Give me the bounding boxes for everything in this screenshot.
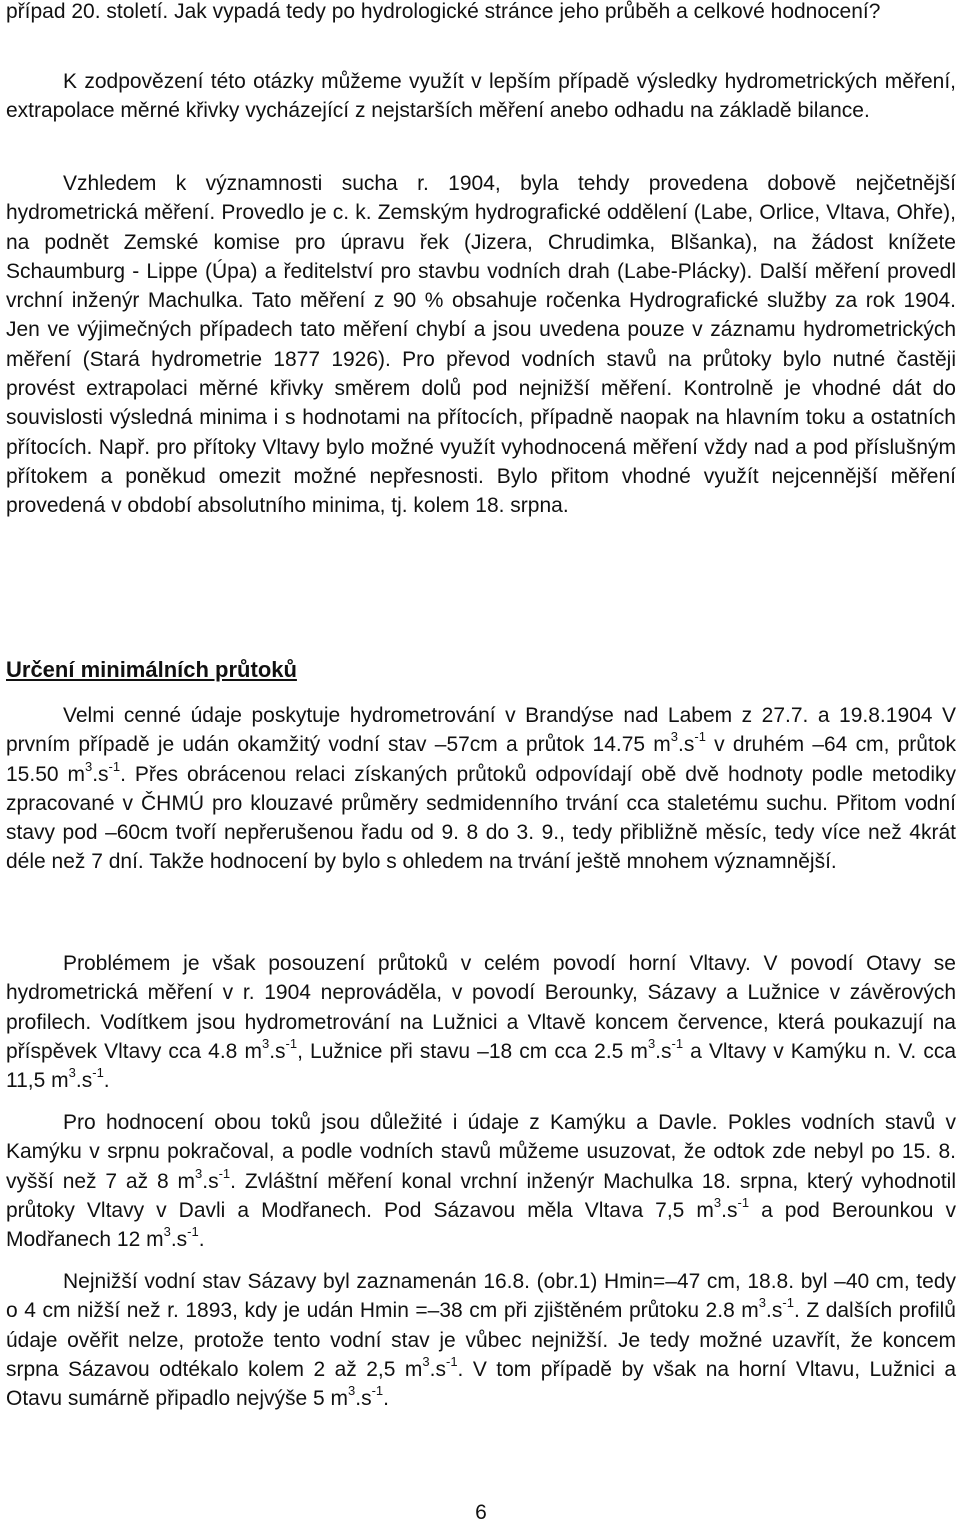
text-run: .s	[202, 1169, 219, 1193]
superscript: 3	[713, 1194, 722, 1210]
paragraph-measurements: Vzhledem k významnosti sucha r. 1904, byla tehdy provedena dobově nejčetnější hydrometrická měření. Provedlo je c. k. Zemským hydrografické oddělení (Labe, Orlice, Vltava, Ohře), na podnět Zemské komise pro úpravu řek (Jizera, Chrudimka, Blšanka), na žádost knížete Schaumburg - Lippe (Úpa) a ředitelství pro stavbu vodních drah (Labe-Plácky). Další měření provedl vrchní inženýr Machulka. Tato měření z 90 % obsahuje ročenka Hydrografické služby za rok 1904. Jen ve výjimečných případech tato měření chybí a jsou uvedena pouze v záznamu hydrometrických měření (Stará hydrometrie 1877 1926). Pro převod vodních stavů na průtoky bylo nutné častěji provést extrapolaci měrné křivky směrem dolů pod nejnižší měření. Kontrolně je vhodné dát do souvislosti výsledná minima i s hodnotami na přítocích, případně naopak na hlavním toku a ostatních přítocích. Např. pro přítoky Vltavy bylo možné využít vyhodnocená měření vždy nad a pod příslušným přítokem a poněkud omezit možné nepřesnosti. Bylo přitom vhodné využít nejcennější měření provedená v období absolutního minima, tj. kolem 18. srpna.	[6, 172, 956, 518]
paragraph-brandys	[6, 701, 956, 877]
section-heading: Určení minimálních průtoků	[6, 657, 297, 682]
text-run: a pod Berounkou v Modřanech 12 m	[6, 1198, 956, 1252]
superscript: -1	[782, 1295, 794, 1311]
text-run: . V tom případě by však na horní Vltavu, Lužnici a Otavu sumárně připadlo nejvýše 5 m	[6, 1357, 956, 1411]
superscript: -1	[218, 1165, 231, 1181]
superscript: -1	[694, 729, 706, 745]
text-run: .s	[766, 1299, 783, 1323]
text-run: , Lužnice při stavu –18 cm cca 2.5 m	[297, 1039, 648, 1063]
text-run: a Vltavy v Kamýku n. V. cca 11,5 m	[6, 1039, 957, 1093]
text-run: .	[103, 1069, 110, 1093]
text-run: .s	[429, 1357, 446, 1381]
superscript: 3	[348, 1383, 356, 1399]
paragraph-kamyk-davle	[6, 1108, 956, 1254]
text-run: .	[383, 1387, 389, 1411]
superscript: 3	[163, 1224, 171, 1240]
superscript: 3	[422, 1353, 430, 1369]
superscript: 3	[261, 1035, 270, 1051]
superscript: 3	[758, 1295, 767, 1311]
superscript: -1	[671, 1035, 684, 1051]
text-run: .	[198, 1228, 205, 1252]
text-run: .s	[355, 1387, 372, 1411]
paragraph-question: K zodpovězení této otázky můžeme využít v lepším případě výsledky hydrometrických měření, extrapolace měrné křivky vycházející z nejstarších měření anebo odhadu na základě bilance.	[6, 70, 956, 123]
text-run: Pro hodnocení obou toků jsou důležité i údaje z Kamýku a Davle. Pokles vodních stavů v Kamýku v srpnu pokračoval, a podle vodních stavů můžeme usuzovat, že odtok zde nebyl po 15. 8. vyšší než 7 až 8 m	[6, 1111, 956, 1193]
text-run: .s	[269, 1039, 286, 1063]
text-run: Velmi cenné údaje poskytuje hydrometrování v Brandýse nad Labem z 27.7. a 19.8.1904 V prvním případě je udán okamžitý vodní stav –57cm a průtok 14.75 m	[6, 704, 956, 757]
text-run: .s	[170, 1228, 188, 1252]
text-run: . Přes obrácenou relaci získaných průtoků odpovídají obě dvě hodnoty podle metodiky zpracované v ČHMÚ pro klouzavé průměry sedmidenního trvání cca staletému suchu. Přitom vodní stavy pod –60cm tvoří nepřerušenou řadu od 9. 8 do 3. 9., tedy přibližně měsíc, tedy více než 4krát déle než 7 dní. Takže hodnocení by bylo s ohledem na trvání ještě mnohem významnější.	[6, 762, 956, 874]
paragraph-upper-vltava	[6, 949, 956, 1095]
superscript: 3	[670, 729, 679, 745]
superscript: 3	[68, 1065, 76, 1081]
superscript: -1	[371, 1383, 384, 1399]
superscript: -1	[187, 1224, 199, 1240]
superscript: -1	[108, 758, 121, 774]
superscript: -1	[285, 1035, 298, 1051]
text-run: . Z dalších profilů údaje ověřit nelze, protože tento vodní stav je vůbec nejnižší. Je tedy možné uzavřít, že koncem srpna Sázavou odtékalo kolem 2 až 2,5 m	[6, 1299, 956, 1381]
text-run: v druhém –64 cm, průtok 15.50 m	[6, 733, 956, 786]
text-run: . Zvláštní měření konal vrchní inženýr Machulka 18. srpna, který vyhodnotil průtoky Vltavy v Davli a Modřanech. Pod Sázavou měla Vltava 7,5 m	[6, 1169, 956, 1222]
paragraph-sazava	[6, 1267, 956, 1413]
text-run: Nejnižší vodní stav Sázavy byl zaznamenán 16.8. (obr.1) Hmin=–47 cm, 18.8. byl –40 cm, tedy o 4 cm nižší než r. 1893, kdy je udán Hmin =–38 cm při zjištěném průtoku 2.8 m	[6, 1270, 956, 1323]
superscript: 3	[195, 1165, 203, 1181]
superscript: -1	[92, 1065, 104, 1081]
text-run: .s	[92, 762, 109, 786]
superscript: -1	[445, 1353, 458, 1369]
text-run: .s	[678, 733, 695, 757]
superscript: 3	[647, 1035, 656, 1051]
text-run: .s	[655, 1039, 672, 1063]
text-run: Problémem je však posouzení průtoků v celém povodí horní Vltavy. V povodí Otavy se hydrometrická měření v r. 1904 neprováděla, v povodí Berounky, Sázavy a Lužnice v závěrových profilech. Vodítkem jsou hydrometrování na Lužnici a Vltavě koncem července, která poukazují na příspěvek Vltavy cca 4.8 m	[6, 952, 956, 1063]
superscript: -1	[737, 1194, 750, 1210]
superscript: 3	[84, 758, 93, 774]
paragraph-intro: případ 20. století. Jak vypadá tedy po hydrologické stránce jeho průběh a celkové hodnocení?	[6, 0, 881, 23]
page-number: 6	[475, 1501, 487, 1524]
text-run: .s	[721, 1198, 738, 1222]
text-run: .s	[75, 1069, 93, 1093]
